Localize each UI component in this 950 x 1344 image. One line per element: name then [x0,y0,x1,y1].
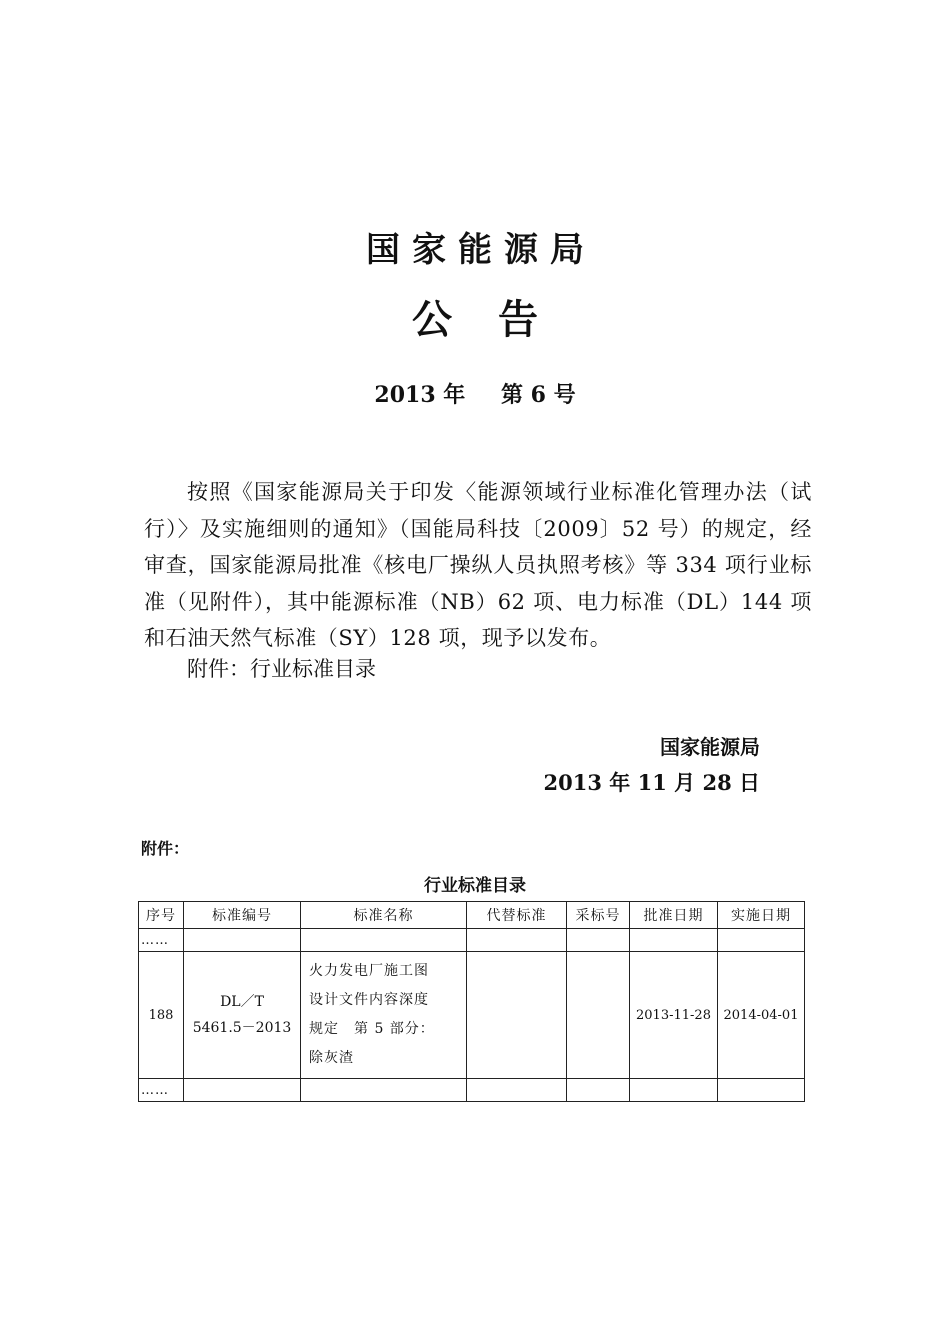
signature-agency: 国家能源局 [660,735,760,759]
table-row [139,929,805,952]
column-header-adopted: 采标号 [567,902,630,929]
standard-name-line: 设计文件内容深度 [309,992,429,1008]
document-issue-number: 第 6 号 [500,382,576,408]
announcement-body: 按照《国家能源局关于印发〈能源领域行业标准化管理办法（试行）〉及实施细则的通知》（国能局科技〔2009〕52 号）的规定，经审查，国家能源局批准《核电厂操纵人员执照考核》等 334 项行业标准（见附件），其中能源标准（NB）62 项、电力标准（DL）144 项和石油天然气标准（SY）128 项，现予以发布。 [144,480,812,650]
ellipsis-cell: …… [139,929,184,952]
standard-code-prefix: DL／T [220,994,264,1010]
approval-date-cell: 2013-11-28 [630,952,718,1079]
standard-code-number: 5461.5－2013 [192,1020,292,1036]
table-row [139,952,805,1079]
column-header-code: 标准编号 [184,902,301,929]
standard-name-cell [301,952,467,1079]
effective-date-cell: 2014-04-01 [718,952,805,1079]
signature-date: 2013 年 11 月 28 日 [543,770,760,795]
issuing-agency-title: 国家能源局 [366,230,596,270]
table-title: 行业标准目录 [424,876,526,896]
attachment-heading: 附件： [141,839,190,858]
standard-name-line: 规定 第 5 部分： [309,1021,435,1037]
standard-code-cell [184,952,301,1079]
column-header-replaces: 代替标准 [467,902,567,929]
document-type-title: 公告 [412,297,584,343]
adopted-cell [567,952,630,1079]
column-header-name: 标准名称 [301,902,467,929]
seq-cell: 188 [139,952,184,1079]
table-row [139,1079,805,1102]
replaces-cell [467,952,567,1079]
standard-name-line: 火力发电厂施工图 [309,963,429,979]
document-year: 2013 年 [374,382,466,408]
document-number [0,378,950,409]
table-header-row [139,902,805,929]
ellipsis-cell: …… [139,1079,184,1102]
column-header-effective-date: 实施日期 [718,902,805,929]
column-header-approval-date: 批准日期 [630,902,718,929]
attachment-reference: 附件：行业标准目录 [187,657,376,681]
column-header-seq: 序号 [139,902,184,929]
standards-table [138,901,805,1102]
standard-name-line: 除灰渣 [309,1050,354,1066]
